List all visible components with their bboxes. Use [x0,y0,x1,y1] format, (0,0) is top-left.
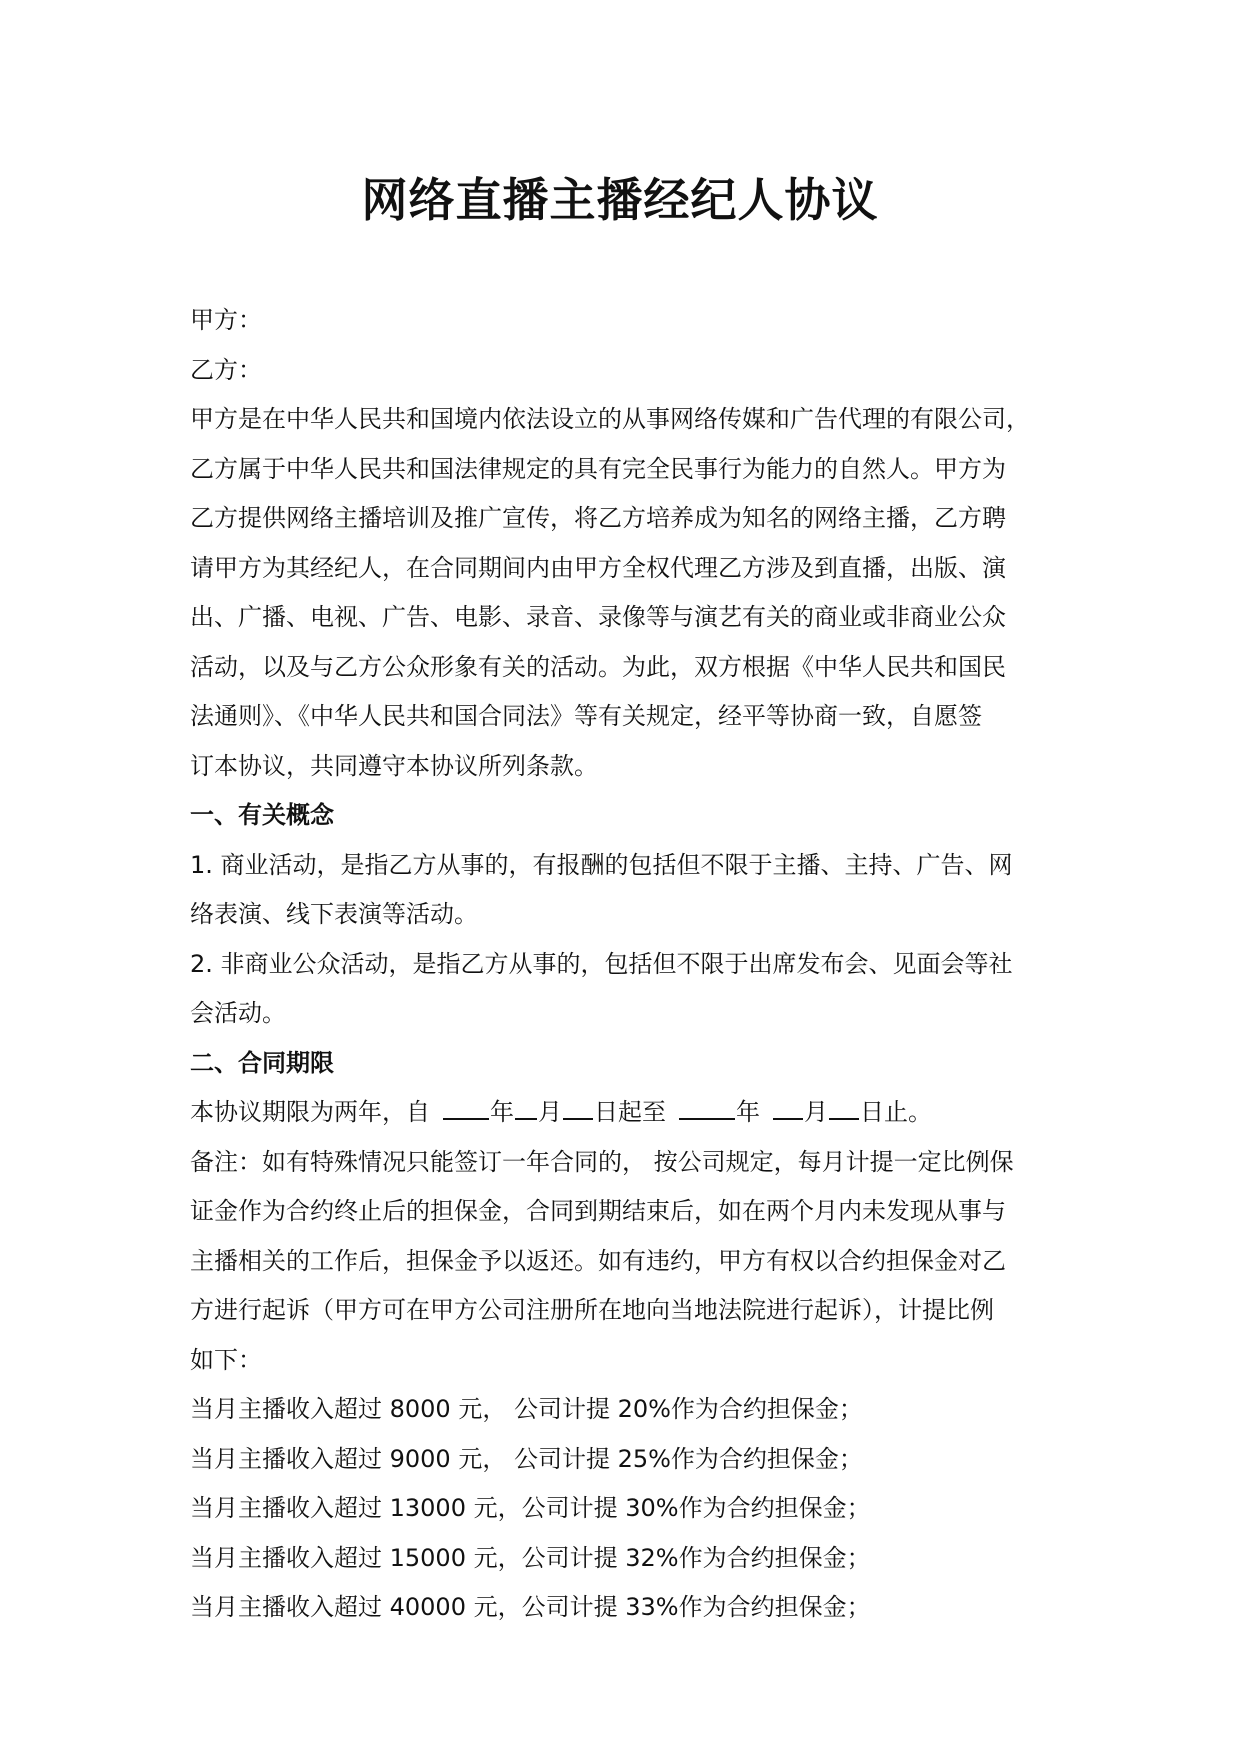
section-1-heading: 一、有关概念 [190,801,334,829]
section-2-heading: 二、合同期限 [190,1048,334,1077]
document-title: 网络直播主播经纪人协议 [361,173,879,227]
party-b-line: 乙方： [190,355,262,384]
preamble-paragraph [190,395,1060,791]
preamble-line: 活动，以及与乙方公众形象有关的活动。为此，双方根据《中华人民共和国民 [190,652,1006,681]
preamble-line: 请甲方为其经纪人，在合同期间内由甲方全权代理乙方涉及到直播，出版、演 [190,553,1006,582]
party-a-line: 甲方： [190,306,262,334]
section-1-line: 2. 非商业公众活动，是指乙方从事的，包括但不限于出席发布会、见面会等社 [190,949,1013,978]
preamble-line: 甲方是在中华人民共和国境内依法设立的从事网络传媒和广告代理的有限公司， [190,405,1030,433]
contract-term-line [190,1088,1060,1138]
section-1-line: 1. 商业活动，是指乙方从事的，有报酬的包括但不限于主播、主持、广告、网 [190,850,1013,879]
rate-item: 当月主播收入超过 15000 元，公司计提 32%作为合约担保金； [190,1543,871,1572]
section-1-body [190,841,1060,1039]
preamble-line: 法通则》、《中华人民共和国合同法》等有关规定，经平等协商一致，自愿签 [190,702,982,730]
end-year-blank [679,1088,735,1120]
term-day-1: 日起至 [594,1098,666,1126]
document-body [190,296,1060,1633]
rate-item: 当月主播收入超过 9000 元， 公司计提 25%作为合约担保金； [190,1444,863,1473]
section-1-line: 络表演、线下表演等活动。 [190,900,478,928]
term-month-1: 月 [538,1098,562,1126]
deposit-rate-list [190,1385,1060,1633]
term-month-2: 月 [804,1098,828,1126]
note-line: 如下： [190,1345,262,1374]
section-1-line: 会活动。 [190,999,286,1027]
deposit-note [190,1138,1060,1386]
start-month-blank [515,1088,537,1120]
rate-item: 当月主播收入超过 40000 元，公司计提 33%作为合约担保金； [190,1593,871,1621]
term-year-2: 年 [736,1098,760,1126]
term-year-1: 年 [490,1098,514,1126]
start-year-blank [443,1088,489,1120]
note-line: 方进行起诉（甲方可在甲方公司注册所在地向当地法院进行起诉），计提比例 [190,1296,994,1324]
note-line: 备注：如有特殊情况只能签订一年合同的， 按公司规定，每月计提一定比例保 [190,1147,1014,1176]
note-line: 主播相关的工作后，担保金予以返还。如有违约，甲方有权以合约担保金对乙 [190,1246,1006,1275]
preamble-line: 乙方属于中华人民共和国法律规定的具有完全民事行为能力的自然人。甲方为 [190,454,1006,483]
note-line: 证金作为合约终止后的担保金，合同到期结束后，如在两个月内未发现从事与 [190,1197,1006,1225]
rate-item: 当月主播收入超过 13000 元，公司计提 30%作为合约担保金； [190,1494,871,1522]
rate-item: 当月主播收入超过 8000 元， 公司计提 20%作为合约担保金； [190,1395,863,1423]
end-day-blank [829,1088,859,1120]
preamble-line: 订本协议，共同遵守本协议所列条款。 [190,751,598,780]
preamble-line: 出、广播、电视、广告、电影、录音、录像等与演艺有关的商业或非商业公众 [190,603,1006,631]
end-month-blank [773,1088,803,1120]
preamble-line: 乙方提供网络主播培训及推广宣传，将乙方培养成为知名的网络主播，乙方聘 [190,504,1006,532]
term-day-2: 日止。 [860,1098,932,1126]
start-day-blank [563,1088,593,1120]
term-prefix: 本协议期限为两年，自 [190,1098,430,1126]
